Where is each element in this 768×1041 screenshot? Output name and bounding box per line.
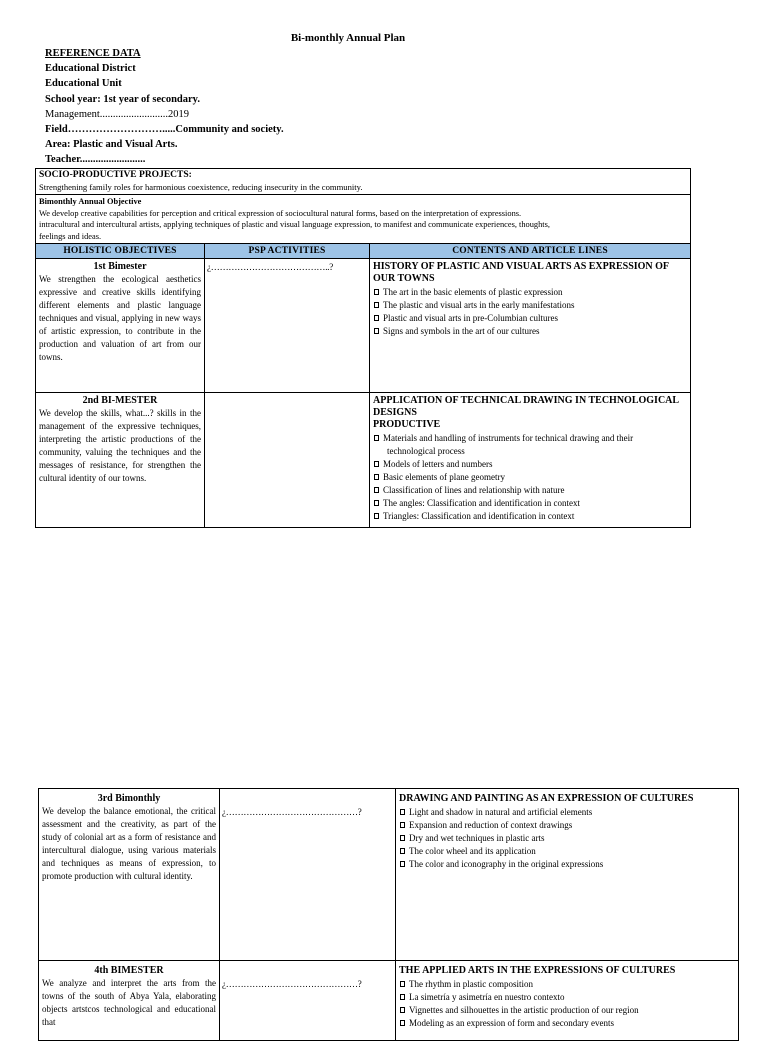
socio-productive-label: SOCIO-PRODUCTIVE PROJECTS: — [39, 170, 192, 180]
content-item: Plastic and visual arts in pre-Columbian cultures — [373, 312, 687, 325]
content-item: Vignettes and silhouettes in the artistic production of our region — [399, 1004, 735, 1017]
content-item: Expansion and reduction of context drawings — [399, 819, 735, 832]
content-item: Basic elements of plane geometry — [373, 471, 687, 484]
table-row — [36, 393, 691, 528]
educational-district: Educational District — [45, 63, 136, 75]
bimester-label: 1st Bimester — [93, 261, 147, 272]
reference-data — [45, 46, 284, 168]
objective-line-3: feelings and ideas. — [39, 231, 102, 241]
psp-activity — [205, 393, 370, 528]
field: Field……………………….....Community and society. — [45, 124, 284, 136]
school-year: School year: 1st year of secondary. — [45, 93, 200, 105]
socio-productive-row — [36, 169, 691, 195]
content-heading-cont: OUR TOWNS — [373, 273, 435, 284]
header-objectives: HOLISTIC OBJECTIVES — [36, 244, 205, 259]
content-item: The angles: Classification and identification in context — [373, 497, 687, 510]
header-activities: PSP ACTIVITIES — [205, 244, 370, 259]
content-heading: DRAWING AND PAINTING AS AN EXPRESSION OF CULTURES — [399, 793, 694, 804]
plan-table-page1 — [35, 168, 691, 528]
socio-productive-text: Strengthening family roles for harmonious coexistence, reducing insecurity in the community. — [39, 181, 363, 192]
table-row — [39, 961, 739, 1041]
management: Management..........................2019 — [45, 108, 190, 120]
psp-activity: ¿………………………………………? — [220, 789, 396, 961]
objective-line-1: We develop creative capabilities for perception and critical expression of sociocultural natural forms, based on the interpretation of expressions. — [39, 208, 522, 218]
holistic-objective: We strengthen the ecological aesthetics expressive and creative skills identifying different elements and plastic language techniques and visual, applying in new ways of artistic expression, to contribute in the production and valuation of art from our towns. — [39, 274, 201, 362]
content-item: La simetría y asimetría en nuestro contexto — [399, 991, 735, 1004]
content-item: The rhythm in plastic composition — [399, 978, 735, 991]
content-heading: APPLICATION OF TECHNICAL DRAWING IN TECHNOLOGICAL DESIGNS — [373, 395, 679, 418]
page-title: Bi-monthly Annual Plan — [290, 32, 406, 44]
teacher: Teacher......................... — [45, 154, 146, 166]
table-row — [36, 259, 691, 393]
objective-label: Bimonthly Annual Objective — [39, 197, 142, 206]
content-item: Light and shadow in natural and artificial elements — [399, 806, 735, 819]
reference-heading: REFERENCE DATA — [45, 48, 141, 59]
psp-activity: ¿…………………………………..? — [205, 259, 370, 393]
table-header-row — [36, 244, 691, 259]
holistic-objective: We analyze and interpret the arts from the towns of the south of Abya Yala, elaborating objects artstcos technological and educational that — [42, 978, 216, 1027]
content-heading-cont: PRODUCTIVE — [373, 419, 441, 430]
plan-table-page2 — [38, 788, 739, 1041]
content-item: Dry and wet techniques in plastic arts — [399, 832, 735, 845]
content-item: Materials and handling of instruments for technical drawing and their — [373, 432, 687, 445]
bimester-label: 2nd BI-MESTER — [82, 395, 158, 406]
content-heading: THE APPLIED ARTS IN THE EXPRESSIONS OF CULTURES — [399, 965, 676, 976]
educational-unit: Educational Unit — [45, 78, 122, 90]
bimester-label: 3rd Bimonthly — [97, 793, 161, 804]
content-item: Classification of lines and relationship with nature — [373, 484, 687, 497]
content-item: Signs and symbols in the art of our cultures — [373, 325, 687, 338]
content-item: The plastic and visual arts in the early manifestations — [373, 299, 687, 312]
content-item: Triangles: Classification and identification in context — [373, 510, 687, 523]
objective-line-2: intracultural and intercultural artists, applying techniques of plastic and visual language expression, to manifest and communicate experiences, thoughts, — [39, 220, 550, 229]
content-item: Modeling as an expression of form and secondary events — [399, 1017, 735, 1030]
bimester-label: 4th BIMESTER — [94, 965, 164, 976]
content-item: The color and iconography in the original expressions — [399, 858, 735, 871]
content-item: The art in the basic elements of plastic expression — [373, 286, 687, 299]
header-contents: CONTENTS AND ARTICLE LINES — [370, 244, 691, 259]
content-heading: HISTORY OF PLASTIC AND VISUAL ARTS AS EXPRESSION OF — [373, 261, 670, 272]
content-item: technological process — [387, 446, 465, 456]
content-item: Models of letters and numbers — [373, 458, 687, 471]
holistic-objective: We develop the balance emotional, the critical assessment and the creativity, as part of the study of colonial art as a form of resistance and intercultural dialogue, using various materials and techniques as means of expression, to promote production with cultural identity. — [42, 806, 216, 881]
objective-row — [36, 195, 691, 244]
holistic-objective: We develop the skills, what...? skills in the management of the expressive techniques, interpreting the artistic productions of the community, valuing the techniques and the messages of resistance, for strengthen the cultural identity of our towns. — [39, 408, 201, 483]
content-item: The color wheel and its application — [399, 845, 735, 858]
psp-activity: ¿………………………………………? — [220, 961, 396, 1041]
table-row — [39, 789, 739, 961]
area: Area: Plastic and Visual Arts. — [45, 139, 178, 151]
